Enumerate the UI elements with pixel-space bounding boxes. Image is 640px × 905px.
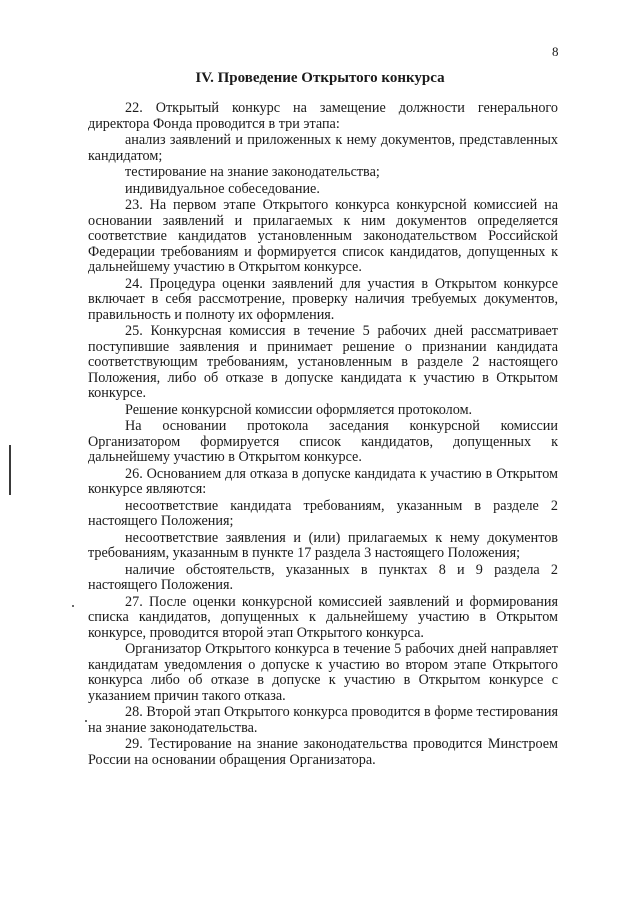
paragraph-23: 23. На первом этапе Открытого конкурса конкурсной комиссией на основании заявлений и прилагаемых к ним документов определяется соответствие кандидатов установленным законодательством Российской Федерации требованиям и формируется список кандидатов, допущенных к дальнейшему участию в Открытом конкурсе. xyxy=(88,197,558,275)
document-body xyxy=(88,101,558,769)
stage-item-testing: тестирование на знание законодательства; xyxy=(125,164,380,180)
paragraph-27-notice: Организатор Открытого конкурса в течение 5 рабочих дней направляет кандидатам уведомления о допуске к участию во втором этапе Открытого конкурса либо об отказе в допуске к участию в Открытом конкурсе с указанием причин такого отказа. xyxy=(88,641,558,704)
stage-item-analysis: анализ заявлений и приложенных к нему документов, представленных кандидатом; xyxy=(88,132,558,164)
section-title: IV. Проведение Открытого конкурса xyxy=(195,70,445,86)
paragraph-24: 24. Процедура оценки заявлений для участия в Открытом конкурсе включает в себя рассмотрение, проверку наличия требуемых документов, правильность и полноту их оформления. xyxy=(88,275,558,323)
paragraph-25-list: На основании протокола заседания конкурсной комиссии Организатором формируется список кандидатов, допущенных к дальнейшему участию в Открытом конкурсе. xyxy=(88,418,558,465)
scan-margin-mark xyxy=(9,445,11,495)
scan-speck xyxy=(85,720,87,722)
paragraph-27: 27. После оценки конкурсной комиссией заявлений и формирования списка кандидатов, допущенных к дальнейшему участию в Открытом конкурсе, проводится второй этап Открытого конкурса. xyxy=(88,593,558,641)
refusal-item-requirements: несоответствие кандидата требованиям, указанным в разделе 2 настоящего Положения; xyxy=(88,497,558,529)
refusal-item-documents: несоответствие заявления и (или) прилагаемых к нему документов требованиям, указанным в пункте 17 раздела 3 настоящего Положения; xyxy=(88,529,558,561)
stage-item-interview: индивидуальное собеседование. xyxy=(125,180,320,197)
page-number: 8 xyxy=(552,44,559,59)
scan-speck xyxy=(72,605,74,607)
paragraph-29: 29. Тестирование на знание законодательства проводится Минстроем России на основании обращения Организатора. xyxy=(88,736,558,768)
paragraph-22: 22. Открытый конкурс на замещение должности генерального директора Фонда проводится в три этапа: xyxy=(88,100,558,132)
paragraph-28: 28. Второй этап Открытого конкурса проводится в форме тестирования на знание законодательства. xyxy=(88,704,558,736)
paragraph-26: 26. Основанием для отказа в допуске кандидата к участию в Открытом конкурсе являются: xyxy=(88,465,558,497)
refusal-item-circumstances: наличие обстоятельств, указанных в пунктах 8 и 9 раздела 2 настоящего Положения. xyxy=(88,561,558,593)
paragraph-25: 25. Конкурсная комиссия в течение 5 рабочих дней рассматривает поступившие заявления и принимает решение о признании кандидата соответствующим требованиям, установленным в разделе 2 настоящего Положения, либо об отказе в допуске кандидата к участию в Открытом конкурсе. xyxy=(88,323,558,401)
paragraph-25-decision: Решение конкурсной комиссии оформляется протоколом. xyxy=(125,401,473,418)
